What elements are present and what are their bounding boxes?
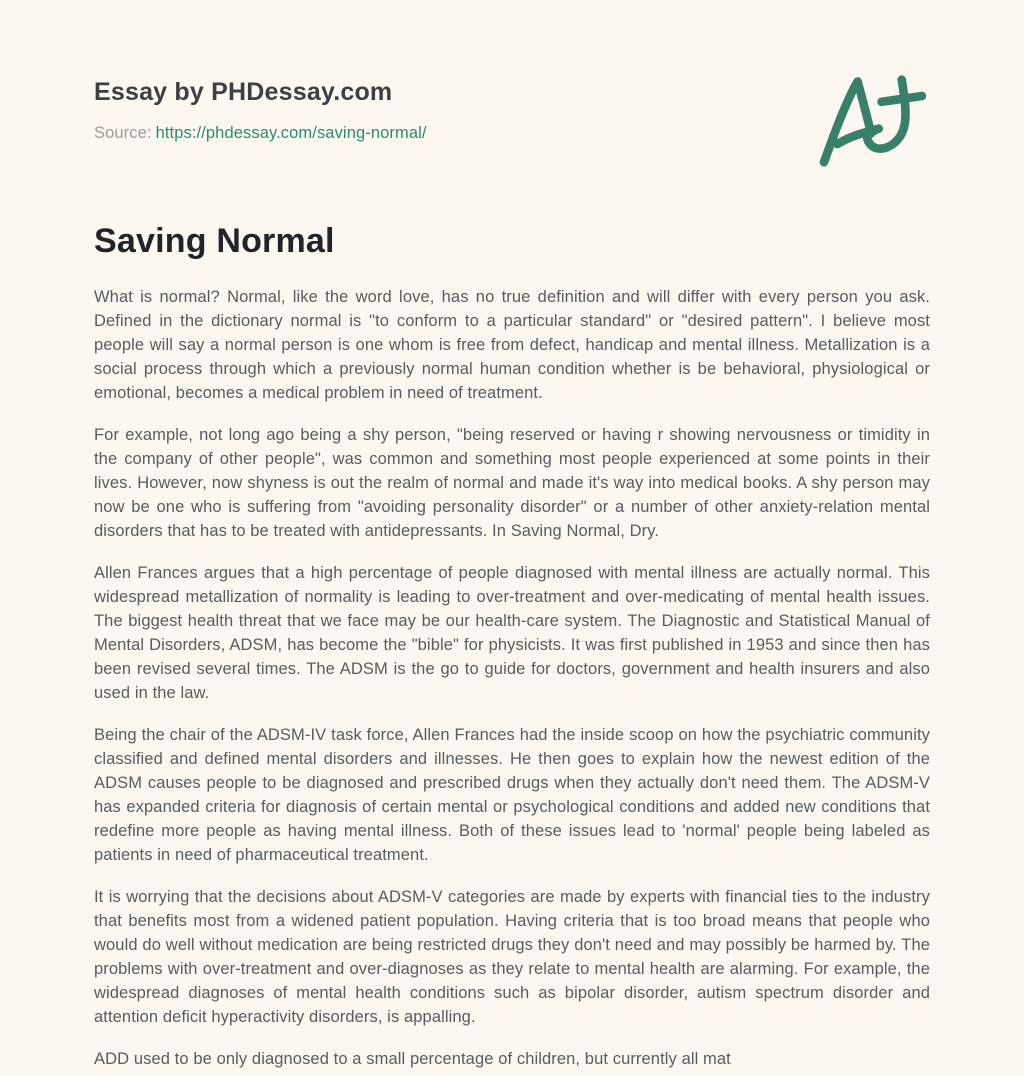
source-line <box>94 124 427 143</box>
essay-paragraph: ADD used to be only diagnosed to a small percentage of children, but currently all mat <box>94 1050 731 1068</box>
essay-paragraph: It is worrying that the decisions about ADSM-V categories are made by experts with financial ties to the industry that benefits most from a widened patient population. Having criteria that is too broad means that people who would do well without medication are being restricted drugs they don't need and may possibly be harmed by. The problems with over-treatment and over-diagnoses as they relate to mental health are alarming. For example, the widespread diagnoses of mental health conditions such as bipolar disorder, autism spectrum disorder and attention deficit hyperactivity disorders, is appalling. <box>94 888 930 1026</box>
essay-title: Saving Normal <box>94 222 335 260</box>
site-title: Essay by PHDessay.com <box>94 78 393 106</box>
page-header <box>94 72 930 168</box>
essay-page <box>94 0 930 1071</box>
essay-paragraph: For example, not long ago being a shy person, "being reserved or having r showing nervousness or timidity in the company of other people", was common and something most people experienced at some points in their lives. However, now shyness is out the realm of normal and made it's way into medical books. A shy person may now be one who is suffering from "avoiding personality disorder" or a number of other anxiety-relation mental disorders that has to be treated with antidepressants. In Saving Normal, Dry. <box>94 426 930 540</box>
essay-paragraph: Allen Frances argues that a high percentage of people diagnosed with mental illness are actually normal. This widespread metallization of normality is leading to over-treatment and over-medicating of mental health issues. The biggest health threat that we face may be our health-care system. The Diagnostic and Statistical Manual of Mental Disorders, ADSM, has become the "bible" for physicists. It was first published in 1953 and since then has been revised several times. The ADSM is the go to guide for doctors, government and health insurers and also used in the law. <box>94 564 930 702</box>
a-plus-logo-icon <box>814 72 930 168</box>
essay-paragraph: What is normal? Normal, like the word love, has no true definition and will differ with every person you ask. Defined in the dictionary normal is "to conform to a particular standard" or "desired pattern". I believe most people will say a normal person is one whom is free from defect, handicap and mental illness. Metallization is a social process through which a previously normal human condition whether is be behavioral, physiological or emotional, becomes a medical problem in need of treatment. <box>94 288 930 402</box>
essay-paragraph: Being the chair of the ADSM-IV task force, Allen Frances had the inside scoop on how the psychiatric community classified and defined mental disorders and illnesses. He then goes to explain how the newest edition of the ADSM causes people to be diagnosed and prescribed drugs when they actually don't need them. The ADSM-V has expanded criteria for diagnosis of certain mental or psychological conditions and added new conditions that redefine more people as having mental illness. Both of these issues lead to 'normal' people being labeled as patients in need of pharmaceutical treatment. <box>94 726 930 864</box>
source-label: Source: <box>94 124 152 142</box>
essay-body <box>94 285 930 1071</box>
source-url-link[interactable]: https://phdessay.com/saving-normal/ <box>155 124 427 142</box>
header-text-block <box>94 72 427 143</box>
